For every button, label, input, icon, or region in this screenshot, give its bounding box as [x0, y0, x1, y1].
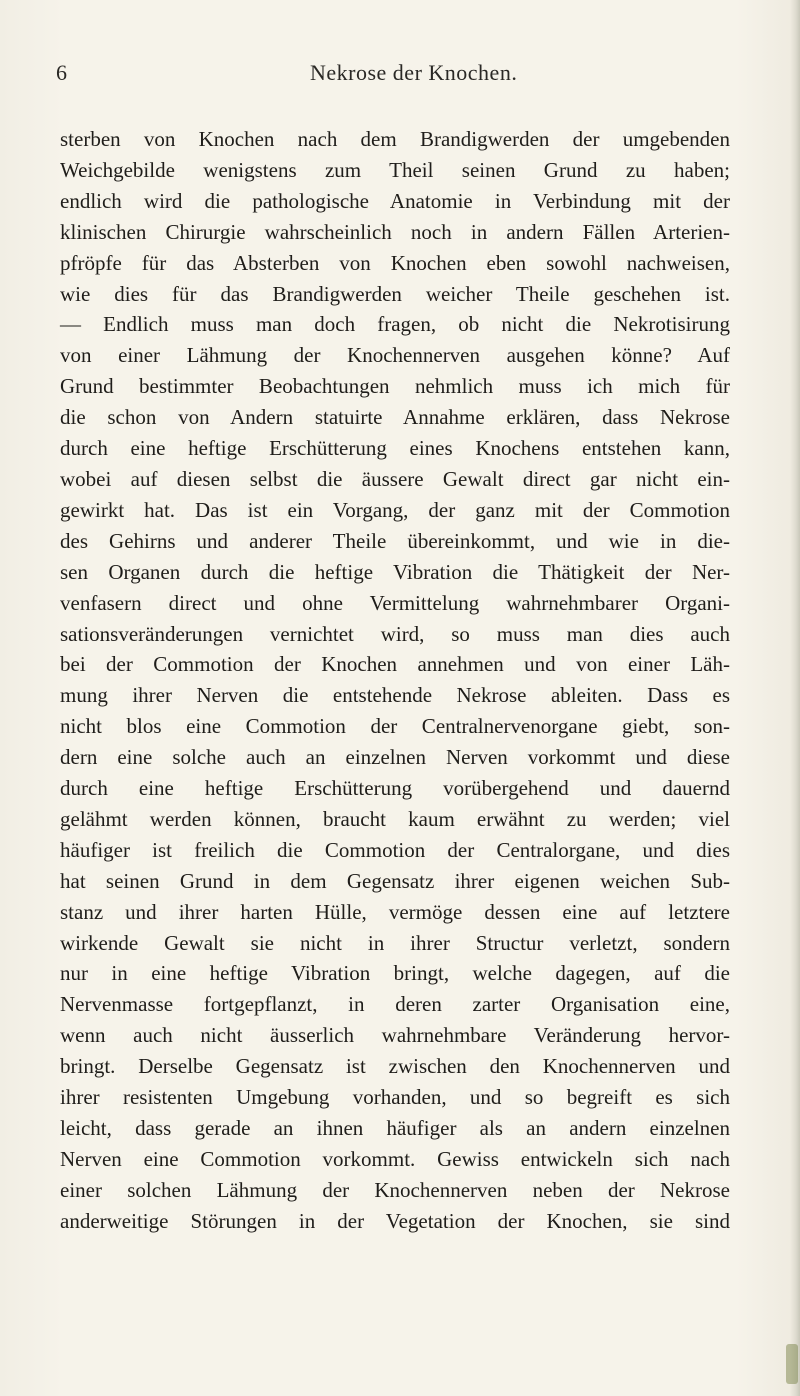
- text-line: hat seinen Grund in dem Gegensatz ihrer eigenen weichen Sub-: [60, 868, 730, 893]
- text-line: sationsveränderungen vernichtet wird, so muss man dies auch: [60, 621, 730, 646]
- text-line: nur in eine heftige Vibration bringt, welche dagegen, auf die: [60, 961, 730, 986]
- text-line: Grund bestimmter Beobachtungen nehmlich muss ich mich für: [60, 374, 730, 399]
- text-line: gewirkt hat. Das ist ein Vorgang, der ganz mit der Commotion: [60, 497, 730, 522]
- text-line: die schon von Andern statuirte Annahme erklären, dass Nekrose: [60, 405, 730, 430]
- text-line: wobei auf diesen selbst die äussere Gewalt direct gar nicht ein-: [60, 466, 730, 491]
- text-line: häufiger ist freilich die Commotion der Centralorgane, und dies: [60, 837, 730, 862]
- text-line: durch eine heftige Erschütterung eines Knochens entstehen kann,: [60, 436, 730, 461]
- text-line: sen Organen durch die heftige Vibration die Thätigkeit der Ner-: [60, 559, 730, 584]
- text-line: durch eine heftige Erschütterung vorübergehend und dauernd: [60, 776, 730, 801]
- text-line: mung ihrer Nerven die entstehende Nekrose ableiten. Dass es: [60, 683, 730, 708]
- text-line: Weichgebilde wenigstens zum Theil seinen Grund zu haben;: [60, 157, 730, 182]
- text-line: stanz und ihrer harten Hülle, vermöge dessen eine auf letztere: [60, 899, 730, 924]
- text-line: wirkende Gewalt sie nicht in ihrer Structur verletzt, sondern: [60, 930, 730, 955]
- text-line: einer solchen Lähmung der Knochennerven neben der Nekrose: [60, 1177, 730, 1202]
- text-line: leicht, dass gerade an ihnen häufiger als an andern einzelnen: [60, 1116, 730, 1140]
- page-number: 6: [56, 60, 67, 85]
- text-line: Nervenmasse fortgepflanzt, in deren zarter Organisation eine,: [60, 992, 730, 1017]
- text-line: nicht blos eine Commotion der Centralnervenorgane giebt, son-: [60, 714, 730, 739]
- text-line: des Gehirns und anderer Theile übereinkommt, und wie in die-: [60, 528, 730, 553]
- text-line: wenn auch nicht äusserlich wahrnehmbare Veränderung hervor-: [60, 1023, 730, 1048]
- page-edge-shadow: [790, 0, 800, 1396]
- text-line: dern eine solche auch an einzelnen Nerven vorkommt und diese: [60, 745, 730, 770]
- text-line: Nerven eine Commotion vorkommt. Gewiss entwickeln sich nach: [60, 1146, 730, 1171]
- text-line: anderweitige Störungen in der Vegetation der Knochen, sie sind: [60, 1208, 730, 1233]
- text-line: klinischen Chirurgie wahrscheinlich noch in andern Fällen Arterien-: [60, 219, 730, 244]
- body-text: [60, 124, 730, 1237]
- binding-mark: [786, 1344, 798, 1384]
- text-line: gelähmt werden können, braucht kaum erwähnt zu werden; viel: [60, 806, 730, 831]
- text-line: endlich wird die pathologische Anatomie in Verbindung mit der: [60, 188, 730, 213]
- page-header: [0, 60, 800, 100]
- text-line: bringt. Derselbe Gegensatz ist zwischen den Knochennerven und: [60, 1054, 730, 1079]
- text-line: von einer Lähmung der Knochennerven ausgehen könne? Auf: [60, 343, 730, 368]
- text-line: bei der Commotion der Knochen annehmen und von einer Läh-: [60, 652, 730, 677]
- running-head: Nekrose der Knochen.: [310, 60, 518, 85]
- text-line: wie dies für das Brandigwerden weicher Theile geschehen ist.: [60, 281, 730, 306]
- text-line: ihrer resistenten Umgebung vorhanden, und so begreift es sich: [60, 1085, 730, 1110]
- text-line: sterben von Knochen nach dem Brandigwerden der umgebenden: [60, 127, 730, 151]
- text-line: — Endlich muss man doch fragen, ob nicht die Nekrotisirung: [60, 312, 730, 337]
- text-line: venfasern direct und ohne Vermittelung wahrnehmbarer Organi-: [60, 590, 730, 615]
- text-line: pfröpfe für das Absterben von Knochen eben sowohl nachweisen,: [60, 250, 730, 275]
